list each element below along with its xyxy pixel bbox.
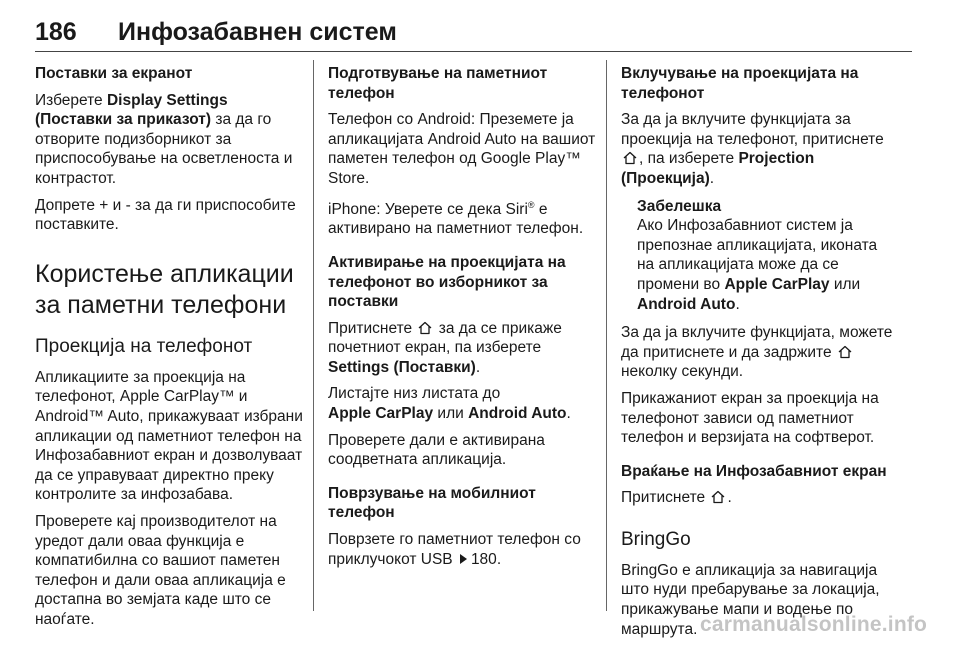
- home-icon: [838, 345, 852, 359]
- column-3: [621, 64, 893, 646]
- home-icon: [711, 490, 725, 504]
- column-divider-2: [606, 60, 607, 611]
- page-ref-arrow-icon: [460, 554, 467, 564]
- paragraph-screen-depends: Прикажаниот екран за проекција на телефонот зависи од паметниот телефон и верзијата на софтверот.: [621, 389, 879, 447]
- home-icon: [418, 321, 432, 335]
- watermark-text: carmanualsonline.info: [700, 613, 928, 636]
- paragraph-press-return: Притиснете .: [621, 489, 732, 507]
- heading-return-infotainment: Враќање на Инфозабавниот екран: [621, 462, 887, 480]
- paragraph-compatibility: Проверете кај производителот на уредот дали оваа функција е компатибилна со вашиот паметен телефон и дали оваа апликација е достапна во земјата каде што се наоѓате.: [35, 512, 286, 628]
- page-number: 186: [35, 18, 77, 46]
- paragraph-press-home: Притиснете за да се прикаже почетниот екран, па изберете Settings (Поставки).: [328, 319, 562, 376]
- paragraph-projection-apps: Апликациите за проекција на телефонот, Apple CarPlay™ и Android™ Auto, прикажуваат избрани апликации од паметниот телефон на Инфозабавниот екран и дозволуваат да се управуваат директно преку контролите за инфозабава.: [35, 368, 303, 504]
- paragraph-check-app: Проверете дали е активирана соодветната апликација.: [328, 431, 545, 469]
- heading-connect-phone: Поврзување на мобилниот телефон: [328, 484, 536, 522]
- paragraph-scroll-list: Листајте низ листата до Apple CarPlay или Android Auto.: [328, 385, 571, 423]
- paragraph-turn-on: За да ја вклучите функцијата за проекција на телефонот, притиснете , па изберете Projection (Проекција).: [621, 111, 884, 187]
- paragraph-display-settings: Изберете Display Settings (Поставки за приказот) за да го отворите подизборникот за приспособување на осветленоста и контрастот.: [35, 91, 293, 187]
- paragraph-adjust: Допрете + и - за да ги приспособите поставките.: [35, 196, 296, 234]
- heading-prepare-phone: Подготвување на паметниот телефон: [328, 65, 548, 102]
- header-divider: [35, 51, 912, 52]
- note-box: [621, 197, 893, 315]
- heading-screen-settings: Поставки за екранот: [35, 65, 193, 82]
- heading-phone-projection: Проекција на телефонот: [35, 335, 253, 357]
- paragraph-iphone: iPhone: Уверете се дека Siri® е активирано на паметниот телефон.: [328, 199, 584, 238]
- heading-turn-on-projection: Вклучување на проекцијата на телефонот: [621, 65, 859, 102]
- paragraph-press-hold: За да ја вклучите функцијата, можете да притиснете и да задржите неколку секунди.: [621, 324, 893, 381]
- note-title: Забелешка: [637, 197, 722, 215]
- heading-smartphone-apps: Користење апликации за паметни телефони: [35, 259, 294, 319]
- column-divider-1: [313, 60, 314, 611]
- paragraph-usb: Поврзете го паметниот телефон со приклучокот USB 180.: [328, 531, 581, 568]
- paragraph-android: Телефон со Android: Преземете ја апликацијата Android Auto на вашиот паметен телефон од Google Play™ Store.: [328, 111, 596, 187]
- page-header: [35, 12, 912, 52]
- column-1: [35, 64, 307, 636]
- heading-bringgo: BringGo: [621, 528, 691, 550]
- home-icon: [623, 151, 637, 165]
- paragraph-bringgo: BringGo е апликација за навигација што нуди пребарување за локација, прикажување мапи и водење по маршрута.: [621, 561, 880, 638]
- heading-activate-projection: Активирање на проекцијата на телефонот во изборникот за поставки: [328, 253, 566, 311]
- page-title: Инфозабавнен систем: [118, 18, 397, 46]
- column-2: [328, 64, 600, 576]
- note-text: Ако Инфозабавниот систем ја препознае апликацијата, иконата на апликацијата може да се промени во Apple CarPlay или Android Auto.: [637, 217, 878, 313]
